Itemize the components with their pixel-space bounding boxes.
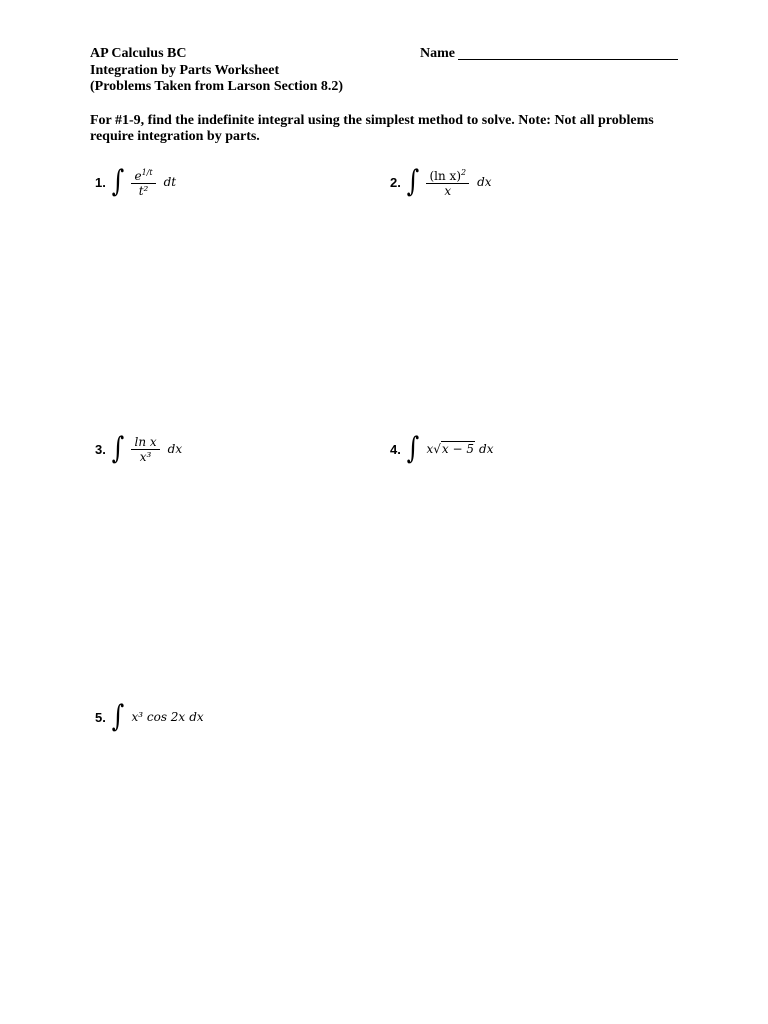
differential: dx — [477, 175, 492, 189]
integral-icon: ∫ — [111, 164, 124, 199]
differential: dt — [163, 175, 177, 189]
integral-icon: ∫ — [406, 164, 419, 199]
integral-icon: ∫ — [111, 431, 124, 466]
fraction — [131, 435, 159, 464]
denominator: x³ — [139, 449, 152, 464]
denominator: t² — [138, 184, 149, 198]
instructions: For #1-9, find the indefinite integral using the simplest method to solve. Note: Not all problems require integration by parts. — [90, 113, 654, 144]
differential: dx — [189, 710, 204, 724]
name-blank-line — [458, 59, 678, 60]
worksheet-source: (Problems Taken from Larson Section 8.2) — [90, 79, 344, 94]
fraction — [426, 166, 469, 198]
integral-icon: ∫ — [406, 431, 419, 466]
integral-icon: ∫ — [111, 699, 124, 734]
name-label: Name — [420, 46, 455, 61]
sqrt-icon: √ — [433, 442, 441, 456]
course-title: AP Calculus BC — [90, 46, 187, 61]
fraction — [131, 166, 155, 198]
problem-number: 1. — [95, 174, 106, 190]
problem-3 — [95, 427, 182, 471]
problem-number: 4. — [390, 441, 401, 457]
numerator: (ln x)$^2$ — [426, 166, 469, 184]
numerator: $e^{1/t}$ — [131, 166, 155, 184]
problem-5 — [95, 695, 204, 739]
problem-number: 2. — [390, 174, 401, 190]
problem-number: 5. — [95, 709, 106, 725]
problem-1 — [95, 160, 176, 204]
problem-number: 3. — [95, 441, 106, 457]
numerator: ln x — [131, 435, 159, 450]
differential: dx — [167, 442, 183, 456]
denominator: x — [444, 184, 452, 198]
integrand: x³ cos 2x — [131, 710, 186, 724]
problem-4 — [390, 427, 493, 471]
worksheet-title: Integration by Parts Worksheet — [90, 63, 280, 78]
differential: dx — [479, 442, 494, 456]
integrand: x√x − 5 — [426, 442, 475, 456]
problem-2 — [390, 160, 492, 204]
